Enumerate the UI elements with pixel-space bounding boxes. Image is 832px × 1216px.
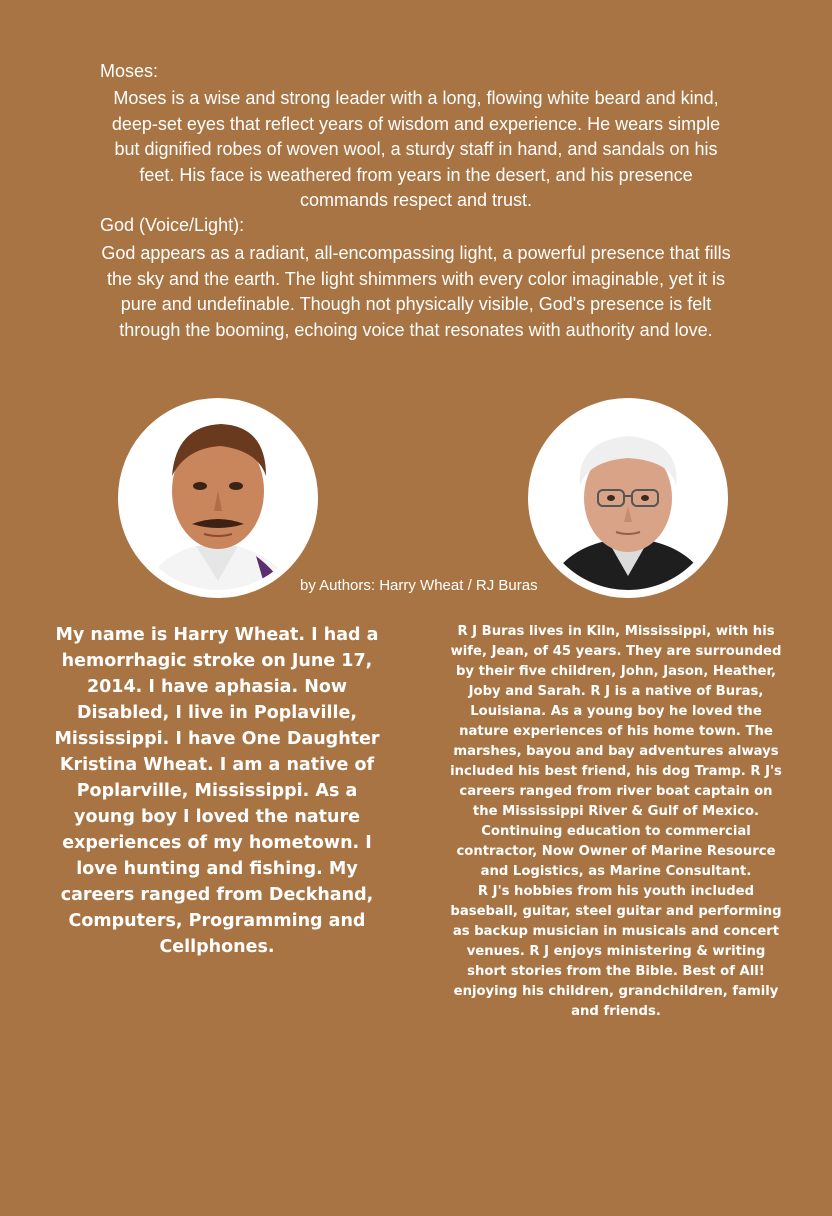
- rj-buras-portrait: [528, 398, 728, 598]
- god-description: God appears as a radiant, all-encompassing light, a powerful presence that fills the sky and the earth. The light shimmers with every color imaginable, yet it is pure and undefinable. Though not physically visible, God's presence is felt through the booming, echoing voice that resonates with authority and love.: [101, 243, 731, 340]
- harry-wheat-portrait: [118, 398, 318, 598]
- harry-wheat-bio: [46, 622, 388, 960]
- rj-buras-bio-paragraph-1: R J Buras lives in Kiln, Mississippi, with his wife, Jean, of 45 years. They are surrounded by their five children, John, Jason, Heather, Joby and Sarah. R J is a native of Buras, Louisiana. As a young boy he loved the nature experiences of his home town. The marshes, bayou and bay adventures always included his best friend, his dog Tramp. R J's careers ranged from river boat captain on the Mississippi River & Gulf of Mexico. Continuing education to commercial contractor, Now Owner of Marine Resource and Logistics, as Marine Consultant.: [450, 624, 782, 879]
- authors-byline: by Authors: Harry Wheat / RJ Buras: [300, 577, 538, 594]
- moses-description: Moses is a wise and strong leader with a long, flowing white beard and kind, deep-set eyes that reflect years of wisdom and experience. He wears simple but dignified robes of woven wool, a sturdy staff in hand, and sandals on his feet. His face is weathered from years in the desert, and his presence commands respect and trust.: [111, 88, 721, 210]
- rj-buras-bio: [448, 622, 784, 1022]
- harry-wheat-bio-text: My name is Harry Wheat. I had a hemorrhagic stroke on June 17, 2014. I have aphasia. Now Disabled, I live in Poplaville, Mississippi. I have One Daughter Kristina Wheat. I am a native of Poplarville, Mississippi. As a young boy I loved the nature experiences of my hometown. I love hunting and fishing. My careers ranged from Deckhand, Computers, Programming and Cellphones.: [54, 625, 380, 957]
- moses-heading: Moses:: [100, 61, 159, 81]
- rj-buras-photo: [536, 406, 720, 590]
- harry-wheat-photo: [126, 406, 310, 590]
- god-heading: God (Voice/Light):: [100, 215, 245, 235]
- rj-buras-bio-paragraph-2: R J's hobbies from his youth included baseball, guitar, steel guitar and performing as backup musician in musicals and concert venues. R J enjoys ministering & writing short stories from the Bible. Best of All! enjoying his children, grandchildren, family and friends.: [450, 884, 782, 1019]
